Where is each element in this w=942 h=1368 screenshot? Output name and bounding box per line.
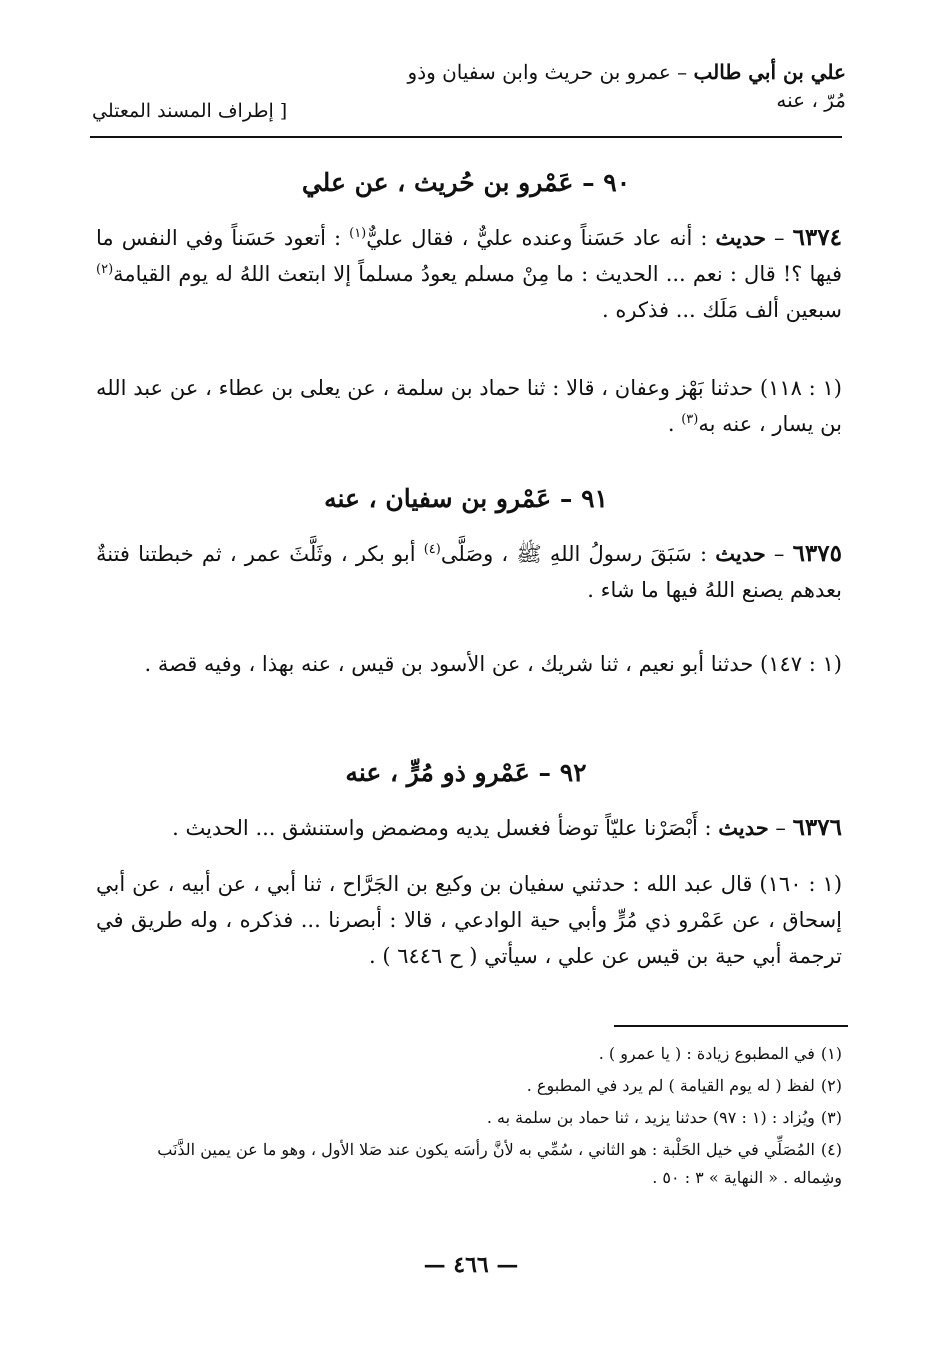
header-divider [90, 136, 842, 138]
hadith-text: : أَبْصَرْنا عليّاً توضأ فغسل يديه ومضمض واستنشق ... الحديث . [172, 816, 719, 840]
hadith-number: ٦٣٧٤ [792, 224, 842, 251]
footnote-text: المُصَلِّي في خيل الحَلْبة : هو الثاني ، سُمِّي به لأنَّ رأسَه يكون عند صَلا الأول ، وهو ما عن يمين الذَّنَب وشِماله . « النهاية » ٣ : ٥٠ . [157, 1140, 842, 1187]
footnote-3 [108, 1104, 842, 1132]
footnote-text: في المطبوع زيادة : ( يا عمرو ) . [598, 1044, 815, 1063]
footnote-ref-1: (١) [349, 226, 367, 241]
footnote-1 [108, 1040, 842, 1068]
hadith-text: : أتعود حَسَناً وفي النفس ما فيها ؟! قال : نعم ... الحديث : ما مِنْ مسلم يعودُ مسلماً إلا ابتعث اللهُ له يوم القيامة [96, 226, 842, 286]
hadith-number: ٦٣٧٦ [792, 814, 842, 841]
hadith-label: حديث [715, 541, 766, 566]
footnote-number: (٢) [820, 1076, 842, 1095]
footnote-ref-2: (٢) [96, 262, 114, 277]
hadith-6374: ٦٣٧٤ – حديث : أنه عاد حَسَناً وعنده عليٌّ ، فقال عليٌّ$^{(١)}$ : أتعود حَسَناً وفي النفس ما فيها ؟! قال : نعم ... الحديث : ما مِنْ مسلم يعودُ مسلماً إلا ابتعث اللهُ له يوم القيامة$^{(٢)}$ سبعين ألف مَلَك ... فذكره . [96, 224, 842, 322]
section-heading-90: ٩٠ – عَمْرو بن حُريث ، عن علي [301, 168, 631, 197]
footnote-4 [108, 1136, 842, 1192]
hadith-6376: ٦٣٧٦ – حديث : أَبْصَرْنا عليّاً توضأ فغسل يديه ومضمض واستنشق ... الحديث . [172, 814, 842, 841]
section-heading-92: ٩٢ – عَمْرو ذو مُرٍّ ، عنه [345, 758, 587, 787]
footnote-text: لفظ ( له يوم القيامة ) لم يرد في المطبوع . [526, 1076, 815, 1095]
isnad-6374 [96, 370, 842, 442]
hadith-text: سبعين ألف مَلَك ... فذكره . [602, 298, 842, 322]
isnad-text: (١ : ١١٨) حدثنا بَهْز وعفان ، قالا : ثنا حماد بن سلمة ، عن يعلى بن عطاء ، عن عبد الله بن يسار ، عنه به [96, 376, 842, 436]
hadith-text: أبو بكر ، وثَلَّثَ عمر ، ثم خبطتنا فتنةٌ بعدهم يصنع اللهُ فيها ما شاء . [96, 542, 842, 602]
footnote-2 [108, 1072, 842, 1100]
header-bold-name: علي بن أبي طالب [693, 60, 846, 84]
hadith-text: : أنه عاد حَسَناً وعنده عليٌّ ، فقال عليٌّ [366, 226, 716, 250]
footnote-ref-4: (٤) [423, 542, 441, 557]
hadith-number: ٦٣٧٥ [792, 540, 842, 567]
hadith-label: حديث [718, 815, 769, 840]
header-title-rest: – عمرو بن حريث وابن سفيان وذو [407, 60, 694, 84]
section-heading-91: ٩١ – عَمْرو بن سفيان ، عنه [324, 484, 608, 513]
isnad-6376: (١ : ١٦٠) قال عبد الله : حدثني سفيان بن وكيع بن الجَرَّاح ، ثنا أبي ، عن أبيه ، عن أبي إسحاق ، عن عَمْرو ذي مُرٍّ وأبي حية الوادعي ، قالا : أبصرنا ... فذكره ، وله طريق في ترجمة أبي حية بن قيس عن علي ، سيأتي ( ح ٦٤٤٦ ) . [96, 872, 843, 968]
header-title-line2: مُرّ ، عنه [776, 88, 846, 112]
hadith-text: : سَبَقَ رسولُ اللهِ ﷺ ، وصَلَّى [440, 542, 716, 566]
running-header-left: [ إطراف المسند المعتلي [92, 100, 288, 122]
page-number: — ٤٦٦ — [423, 1252, 519, 1278]
footnote-number: (٣) [820, 1108, 842, 1127]
footnote-text: ويُزاد : (١ : ٩٧) حدثنا يزيد ، ثنا حماد بن سلمة به . [486, 1108, 815, 1127]
isnad-text: . [667, 412, 682, 436]
hadith-label: حديث [715, 225, 766, 250]
running-header-right [326, 58, 846, 114]
isnad-6375: (١ : ١٤٧) حدثنا أبو نعيم ، ثنا شريك ، عن الأسود بن قيس ، عنه بهذا ، وفيه قصة . [144, 652, 842, 676]
footnote-number: (١) [820, 1044, 842, 1063]
footnote-divider [614, 1025, 848, 1027]
footnote-ref-3: (٣) [681, 412, 699, 427]
hadith-6375: ٦٣٧٥ – حديث : سَبَقَ رسولُ اللهِ ﷺ ، وصَلَّى$^{(٤)}$ أبو بكر ، وثَلَّثَ عمر ، ثم خبطتنا فتنةٌ بعدهم يصنع اللهُ فيها ما شاء . [96, 540, 842, 602]
footnote-number: (٤) [820, 1140, 842, 1159]
